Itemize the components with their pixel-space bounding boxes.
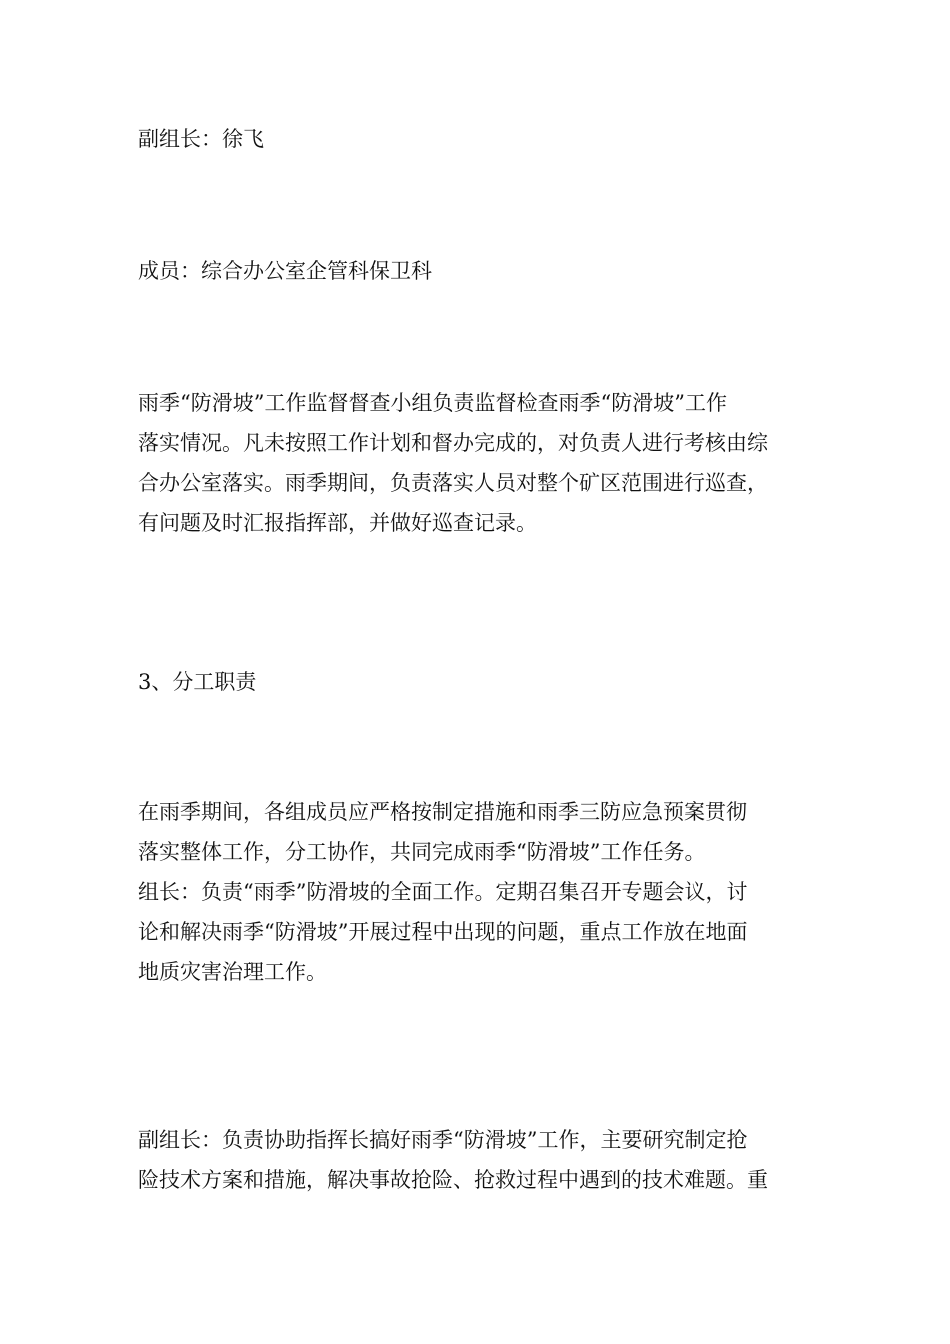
text-line: 论和解决雨季“防滑坡”开展过程中出现的问题，重点工作放在地面 [138,920,748,944]
text-line: 有问题及时汇报指挥部，并做好巡查记录。 [138,511,537,535]
text-line: 落实整体工作，分工协作，共同完成雨季“防滑坡”工作任务。 [138,840,706,864]
text-line: 副组长：负责协助指挥长搞好雨季“防滑坡”工作，主要研究制定抢 [138,1128,748,1152]
supervision-paragraph [138,383,818,543]
duties-paragraph [138,792,818,992]
text-line: 地质灾害治理工作。 [138,960,327,984]
section-heading [138,662,818,702]
text-line: 落实情况。凡未按照工作计划和督办完成的，对负责人进行考核由综 [138,431,768,455]
text-line: 雨季“防滑坡”工作监督督查小组负责监督检查雨季“防滑坡”工作 [138,391,727,415]
text-line: 副组长：徐飞 [138,127,264,151]
text-line: 在雨季期间，各组成员应严格按制定措施和雨季三防应急预案贯彻 [138,800,747,824]
text-line: 险技术方案和措施，解决事故抢险、抢救过程中遇到的技术难题。重 [138,1168,768,1192]
text-line: 合办公室落实。雨季期间，负责落实人员对整个矿区范围进行巡查， [138,471,768,495]
text-line: 3、分工职责 [138,670,257,694]
text-line: 成员：综合办公室企管科保卫科 [138,259,432,283]
text-line: 组长：负责“雨季”防滑坡的全面工作。定期召集召开专题会议，讨 [138,880,748,904]
deputy-leader-line [138,119,818,159]
members-line [138,251,818,291]
deputy-duties-paragraph [138,1120,818,1200]
